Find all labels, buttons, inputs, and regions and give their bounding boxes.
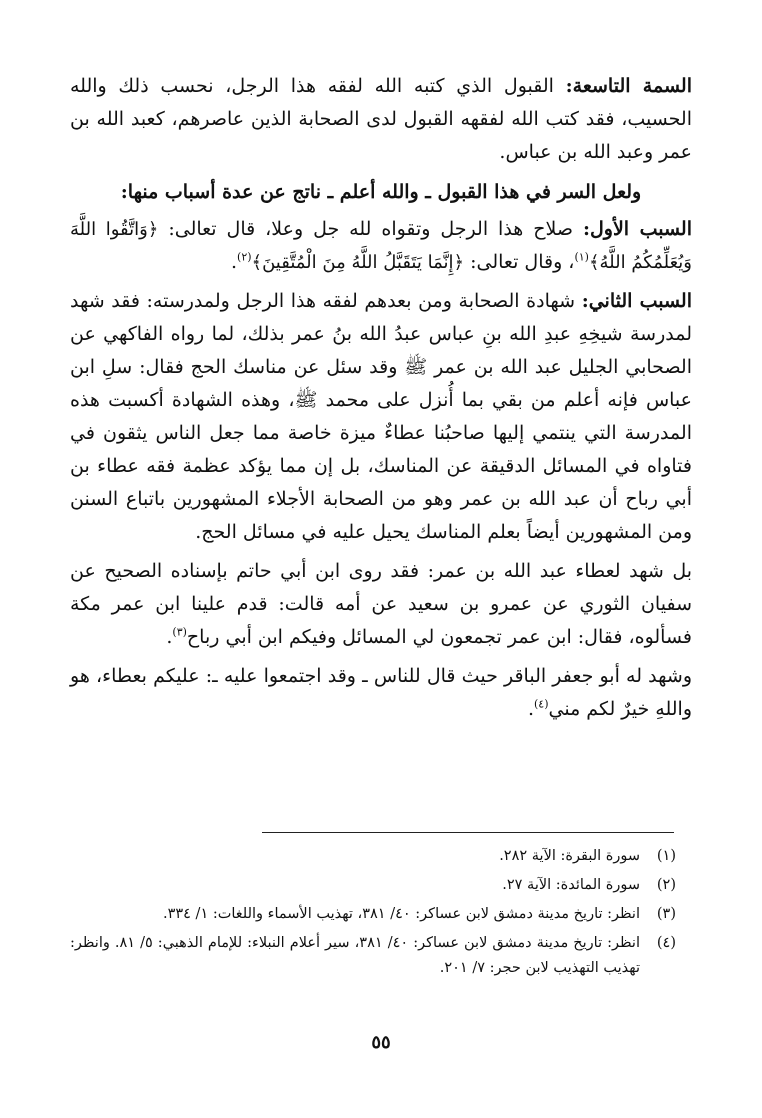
- footnote-number: (٤): [656, 935, 676, 951]
- footnote-number: (٣): [656, 906, 676, 922]
- paragraph-text: ، وقال تعالى:: [470, 251, 575, 273]
- footnote-divider: [262, 832, 674, 833]
- page-number: ٥٥: [371, 1032, 391, 1053]
- paragraph-text: شهادة الصحابة ومن بعدهم لفقه هذا الرجل ولمدرسته: فقد شهد لمدرسة شيخِهِ عبدِ الله بنِ عباس عبدُ الله بنُ عمر بذلك، لما رواه الفاكهي عن الصحابي الجليل عبد الله بن عمر ﷺ وقد سئل عن مناسك الحج فقال: سلِ ابن عباس فإنه أعلم من بقي بما أُنزل على محمد ﷺ، وهذه الشهادة أكسبت هذه المدرسة التي ينتمي إليها صاحبُنا عطاءٌ ميزة خاصة مما جعل الناس يثقون في فتاواه في المسائل الدقيقة عن المناسك، بل إن مما يؤكد عظمة فقه عطاء بن أبي رباح أن عبد الله بن عمر وهو من الصحابة الأجلاء المشهورين باتباع السنن ومن المشهورين أيضاً بعلم المناسك يحيل عليه في مسائل الحج.: [70, 290, 692, 543]
- footnote-number: (٢): [656, 877, 676, 893]
- footnote-text: انظر: تاريخ مدينة دمشق لابن عساكر: ٤٠/ ٣٨١، سير أعلام النبلاء: للإمام الذهبي: ٥/ ٨١. وانظر: تهذيب التهذيب لابن حجر: ٧/ ٢٠١.: [70, 935, 640, 976]
- paragraph-ibn-umar-testimony: [70, 555, 692, 654]
- paragraph-ninth-trait: [70, 70, 692, 169]
- footnote-number: (١): [656, 848, 676, 864]
- paragraph-text: صلاح هذا الرجل وتقواه لله جل وعلا، قال تعالى:: [168, 218, 573, 240]
- footnotes: [70, 844, 676, 985]
- footnote-ref[interactable]: (٢): [237, 250, 252, 264]
- paragraph-text: .: [527, 698, 534, 720]
- paragraph-text: بل شهد لعطاء عبد الله بن عمر: فقد روى ابن أبي حاتم بإسناده الصحيح عن سفيان الثوري عن عمرو بن سعيد عن أمه قالت: قدم علينا ابن عمر مكة فسألوه، فقال: ابن عمر تجمعون لي المسائل وفيكم ابن أبي رباح: [70, 560, 692, 648]
- footnote-item: [70, 931, 676, 981]
- paragraph-lead: السمة التاسعة:: [565, 75, 692, 97]
- footnote-text: سورة البقرة: الآية ٢٨٢.: [499, 848, 640, 864]
- paragraph-first-reason: [70, 213, 692, 279]
- quran-verse: ﴿إِنَّمَا يَتَقَبَّلُ اللَّهُ مِنَ الْمُتَّقِينَ﴾: [251, 252, 465, 273]
- page-body: [70, 70, 692, 732]
- paragraph-text: القبول الذي كتبه الله لفقه هذا الرجل، نحسب ذلك والله الحسيب، فقد كتب الله لفقهه القبول لدى الصحابة الذين عاصرهم، كعبد الله بن عمر وعبد الله بن عباس.: [70, 75, 692, 163]
- paragraph-text: .: [166, 626, 173, 648]
- footnote-item: [70, 902, 676, 927]
- footnote-ref[interactable]: (١): [574, 250, 589, 264]
- footnote-ref[interactable]: (٣): [172, 625, 187, 639]
- footnote-text: انظر: تاريخ مدينة دمشق لابن عساكر: ٤٠/ ٣٨١، تهذيب الأسماء واللغات: ١/ ٣٣٤.: [162, 906, 640, 922]
- paragraph-text: .: [230, 251, 238, 273]
- section-heading: ولعل السر في هذا القبول ـ والله أعلم ـ ناتج عن عدة أسباب منها:: [120, 181, 642, 203]
- footnote-item: [70, 873, 676, 898]
- footnote-text: سورة المائدة: الآية ٢٧.: [502, 877, 640, 893]
- paragraph-lead: السبب الثاني:: [581, 290, 692, 312]
- paragraph-baqir-testimony: [70, 660, 692, 726]
- paragraph-text: وشهد له أبو جعفر الباقر حيث قال للناس ـ وقد اجتمعوا عليه ـ: عليكم بعطاء، هو واللهِ خيرٌ لكم مني: [70, 665, 692, 720]
- quran-verse: ﴿وَاتَّقُوا اللَّهَ وَيُعَلِّمُكُمُ اللَّهُ﴾: [70, 219, 692, 273]
- paragraph-lead: السبب الأول:: [582, 218, 692, 240]
- footnote-item: [70, 844, 676, 869]
- footnote-ref[interactable]: (٤): [534, 697, 549, 711]
- paragraph-second-reason: [70, 285, 692, 549]
